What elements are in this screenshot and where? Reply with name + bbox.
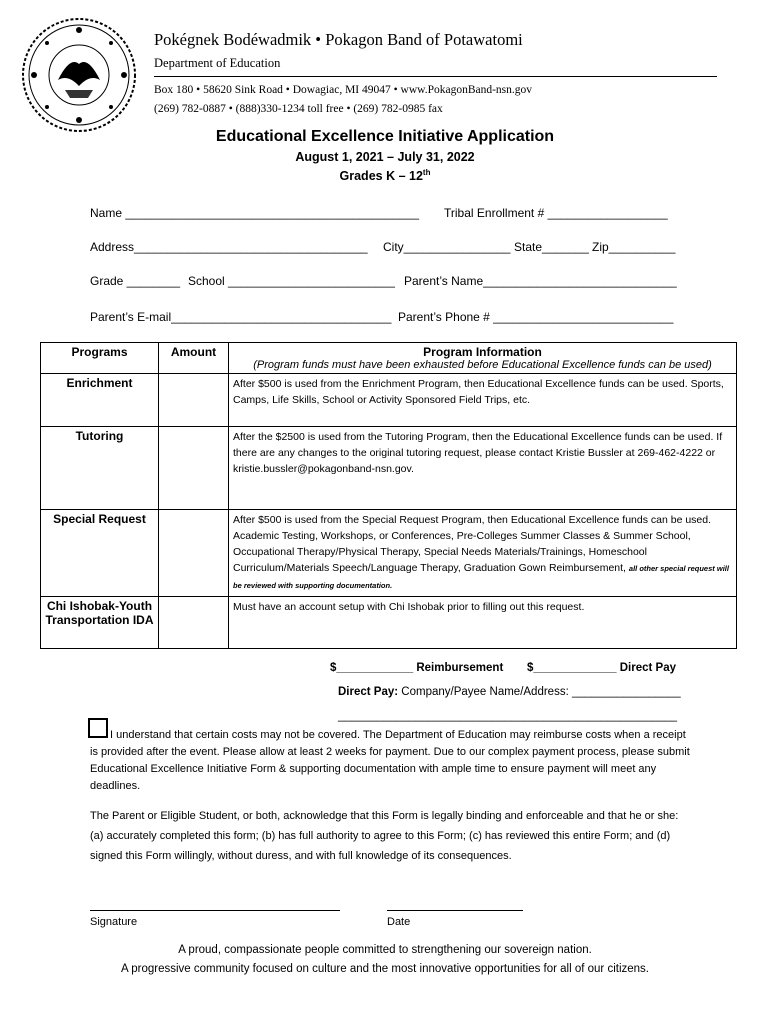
form-grades: Grades K – 12th <box>339 168 431 184</box>
header-divider <box>154 76 717 77</box>
direct-pay-address-line2[interactable]: _____________________________________________________ <box>338 710 677 722</box>
program-info: Must have an account setup with Chi Ishobak prior to filling out this request. <box>229 597 737 649</box>
footer-line-2: A progressive community focused on culture and the most innovative opportunities for all of our citizens. <box>121 963 649 975</box>
col-program-info: Program Information (Program funds must have been exhausted before Educational Excellence funds can be used) <box>229 343 737 374</box>
state-field[interactable]: State_______ <box>514 240 589 254</box>
col-programs: Programs <box>41 343 159 374</box>
signature-line[interactable] <box>90 910 340 911</box>
reimbursement-field[interactable]: $____________ Reimbursement <box>330 662 504 674</box>
org-address: Box 180 • 58620 Sink Road • Dowagiac, MI 49047 • www.PokagonBand-nsn.gov <box>154 84 533 96</box>
city-field[interactable]: City________________ <box>383 240 511 254</box>
parent-phone-field[interactable]: Parent’s Phone # ___________________________ <box>398 310 674 324</box>
parents-name-field[interactable]: Parent’s Name_____________________________ <box>404 274 677 288</box>
programs-table <box>40 342 737 649</box>
table-row <box>41 510 737 597</box>
name-field[interactable]: Name ____________________________________________ <box>90 206 419 220</box>
department-name: Department of Education <box>154 56 281 70</box>
zip-field[interactable]: Zip__________ <box>592 240 676 254</box>
org-phones: (269) 782-0887 • (888)330-1234 toll free • (269) 782-0985 fax <box>154 103 443 115</box>
parent-email-field[interactable]: Parent’s E-mail_________________________________ <box>90 310 392 324</box>
program-name: Enrichment <box>41 374 159 427</box>
school-field[interactable]: School _________________________ <box>188 274 395 288</box>
acknowledge-paragraph: I understand that certain costs may not be covered. The Department of Education may reimburse costs when a receipt is provided after the event. Please allow at least 2 weeks for payment. Due to our complex payment process, please submit Educational Excellence Initiative Form & supporting documentation with ample time to ensure payment will meet any deadlines. <box>90 729 690 792</box>
program-info: After the $2500 is used from the Tutoring Program, then the Educational Excellence funds can be used. If there are any changes to the original tutoring request, please contact Kristie Bussler at 269-462-4222 or kristie.bussler@pokagonband-nsn.gov. <box>229 427 737 510</box>
grade-field[interactable]: Grade ________ <box>90 274 181 288</box>
signature-label: Signature <box>90 916 138 928</box>
info-subhead: (Program funds must have been exhausted before Educational Excellence funds can be used) <box>253 359 712 371</box>
amount-cell[interactable] <box>159 510 229 597</box>
amount-cell[interactable] <box>159 597 229 649</box>
address-field[interactable]: Address___________________________________ <box>90 240 368 254</box>
program-name: Tutoring <box>41 427 159 510</box>
program-name: Special Request <box>41 510 159 597</box>
program-info: After $500 is used from the Enrichment Program, then Educational Excellence funds can be used. Sports, Camps, Life Skills, School or Activity Sponsored Field Trips, etc. <box>229 374 737 427</box>
footer-line-1: A proud, compassionate people committed to strengthening our sovereign nation. <box>178 944 592 956</box>
amount-cell[interactable] <box>159 374 229 427</box>
table-row <box>41 427 737 510</box>
date-label: Date <box>387 916 411 928</box>
direct-pay-address-field[interactable]: Direct Pay: Company/Payee Name/Address: _________________ <box>338 686 681 698</box>
program-name: Chi Ishobak-Youth Transportation IDA <box>41 597 159 649</box>
form-dates: August 1, 2021 – July 31, 2022 <box>295 150 475 164</box>
direct-pay-field[interactable]: $_____________ Direct Pay <box>527 662 677 674</box>
table-header-row <box>41 343 737 374</box>
col-amount: Amount <box>159 343 229 374</box>
date-line[interactable] <box>387 910 523 911</box>
tribal-enrollment-field[interactable]: Tribal Enrollment # __________________ <box>444 206 668 220</box>
organization-name: Pokégnek Bodéwadmik • Pokagon Band of Potawatomi <box>154 30 523 49</box>
form-title: Educational Excellence Initiative Application <box>215 128 555 145</box>
table-row <box>41 374 737 427</box>
pokagon-seal-logo <box>20 16 138 134</box>
table-row <box>41 597 737 649</box>
program-note: all other special request will be reviewed with supporting documentation. <box>233 564 729 590</box>
program-info: After $500 is used from the Special Request Program, then Educational Excellence funds can be used. Academic Testing, Workshops, or Conferences, Pre-Colleges Summer Classes & Summer School, Occupational Therapy/Physical Therapy, Special Needs Materials/Trainings, Homeschool Curriculum/Materials Speech/Language Therapy, Graduation Gown Reimbursement, all other special request will be reviewed with supporting documentation. <box>229 510 737 597</box>
amount-cell[interactable] <box>159 427 229 510</box>
legal-paragraph: The Parent or Eligible Student, or both, acknowledge that this Form is legally binding and enforceable and that he or she: (a) accurately completed this form; (b) has full authority to agree to this Form; (c) has reviewed this entire Form; and (d) signed this Form willingly, without duress, and with full knowledge of its consequences. <box>90 810 679 862</box>
